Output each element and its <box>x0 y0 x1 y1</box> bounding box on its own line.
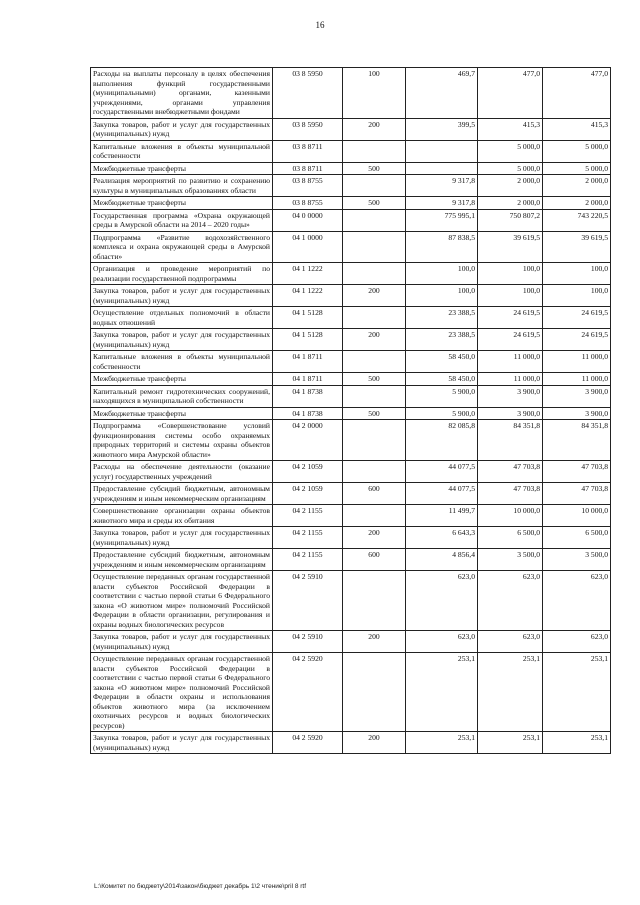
row-amount-2015-cell: 5 900,0 <box>406 407 478 420</box>
row-amount-2015-cell: 9 317,8 <box>406 197 478 210</box>
row-amount-2016-cell: 623,0 <box>478 631 543 653</box>
row-name-cell: Совершенствование организации охраны объектов животного мира и среды их обитания <box>91 505 273 527</box>
row-amount-2015-cell: 623,0 <box>406 631 478 653</box>
row-expense-type-cell <box>343 231 406 263</box>
row-name-cell: Межбюджетные трансферты <box>91 162 273 175</box>
row-amount-2016-cell: 10 000,0 <box>478 505 543 527</box>
row-amount-2017-cell: 623,0 <box>543 571 611 631</box>
row-amount-2015-cell: 253,1 <box>406 653 478 732</box>
row-name-cell: Закупка товаров, работ и услуг для государственных (муниципальных) нужд <box>91 329 273 351</box>
row-amount-2016-cell: 5 000,0 <box>478 140 543 162</box>
row-amount-2015-cell: 5 900,0 <box>406 385 478 407</box>
row-code-cell: 03 8 8711 <box>273 162 343 175</box>
table-row <box>91 231 611 263</box>
row-expense-type-cell: 200 <box>343 329 406 351</box>
row-expense-type-cell: 600 <box>343 549 406 571</box>
row-amount-2015-cell: 11 499,7 <box>406 505 478 527</box>
row-amount-2015-cell: 253,1 <box>406 732 478 754</box>
row-amount-2017-cell: 415,3 <box>543 118 611 140</box>
row-amount-2015-cell: 44 077,5 <box>406 461 478 483</box>
row-name-cell: Закупка товаров, работ и услуг для государственных (муниципальных) нужд <box>91 732 273 754</box>
row-code-cell: 04 1 0000 <box>273 231 343 263</box>
row-code-cell: 03 8 5950 <box>273 68 343 119</box>
row-expense-type-cell <box>343 461 406 483</box>
row-expense-type-cell <box>343 175 406 197</box>
row-code-cell: 04 1 8738 <box>273 385 343 407</box>
row-amount-2016-cell: 11 000,0 <box>478 373 543 386</box>
row-code-cell: 04 1 5128 <box>273 329 343 351</box>
row-amount-2016-cell: 6 500,0 <box>478 527 543 549</box>
row-amount-2015-cell: 469,7 <box>406 68 478 119</box>
row-expense-type-cell: 500 <box>343 407 406 420</box>
row-expense-type-cell <box>343 653 406 732</box>
row-code-cell: 04 1 1222 <box>273 285 343 307</box>
table-row <box>91 162 611 175</box>
row-expense-type-cell <box>343 209 406 231</box>
row-name-cell: Межбюджетные трансферты <box>91 373 273 386</box>
row-amount-2017-cell: 39 619,5 <box>543 231 611 263</box>
row-name-cell: Закупка товаров, работ и услуг для государственных (муниципальных) нужд <box>91 631 273 653</box>
row-amount-2017-cell: 743 220,5 <box>543 209 611 231</box>
row-name-cell: Организация и проведение мероприятий по реализации государственной подпрограммы <box>91 263 273 285</box>
table-row <box>91 329 611 351</box>
row-amount-2017-cell: 11 000,0 <box>543 373 611 386</box>
row-expense-type-cell: 200 <box>343 527 406 549</box>
row-amount-2016-cell: 24 619,5 <box>478 329 543 351</box>
row-amount-2016-cell: 415,3 <box>478 118 543 140</box>
row-name-cell: Предоставление субсидий бюджетным, автономным учреждениям и иным некоммерческим организациям <box>91 549 273 571</box>
row-amount-2015-cell: 87 838,5 <box>406 231 478 263</box>
row-amount-2017-cell: 47 703,8 <box>543 461 611 483</box>
file-path-footer: L:\Комитет по бюджету\2014\закон\бюджет декабрь 1\2 чтение\pril 8 rtf <box>94 883 307 890</box>
table-row <box>91 420 611 461</box>
row-amount-2016-cell: 5 000,0 <box>478 162 543 175</box>
row-name-cell: Межбюджетные трансферты <box>91 197 273 210</box>
row-code-cell: 04 1 8738 <box>273 407 343 420</box>
row-amount-2015-cell: 100,0 <box>406 263 478 285</box>
row-amount-2015-cell: 9 317,8 <box>406 175 478 197</box>
row-amount-2016-cell: 24 619,5 <box>478 307 543 329</box>
row-expense-type-cell: 500 <box>343 373 406 386</box>
row-amount-2017-cell: 2 000,0 <box>543 197 611 210</box>
row-amount-2015-cell: 399,5 <box>406 118 478 140</box>
table-row <box>91 285 611 307</box>
table-row <box>91 373 611 386</box>
row-expense-type-cell: 200 <box>343 732 406 754</box>
row-amount-2016-cell: 477,0 <box>478 68 543 119</box>
row-code-cell: 04 1 1222 <box>273 263 343 285</box>
row-code-cell: 04 2 1155 <box>273 549 343 571</box>
row-name-cell: Государственная программа «Охрана окружающей среды в Амурской области на 2014 – 2020 годы» <box>91 209 273 231</box>
row-code-cell: 03 8 8755 <box>273 197 343 210</box>
row-name-cell: Реализация мероприятий по развитию и сохранению культуры в муниципальных образованиях области <box>91 175 273 197</box>
row-amount-2015-cell: 100,0 <box>406 285 478 307</box>
row-amount-2015-cell: 58 450,0 <box>406 373 478 386</box>
row-expense-type-cell <box>343 571 406 631</box>
row-amount-2017-cell: 47 703,8 <box>543 483 611 505</box>
row-code-cell: 04 2 5910 <box>273 571 343 631</box>
row-code-cell: 04 2 5920 <box>273 653 343 732</box>
row-code-cell: 04 2 1155 <box>273 505 343 527</box>
table-row <box>91 385 611 407</box>
table-row <box>91 631 611 653</box>
row-amount-2017-cell: 10 000,0 <box>543 505 611 527</box>
row-amount-2016-cell: 3 900,0 <box>478 407 543 420</box>
row-amount-2017-cell: 2 000,0 <box>543 175 611 197</box>
row-amount-2017-cell: 253,1 <box>543 653 611 732</box>
row-amount-2015-cell <box>406 140 478 162</box>
row-amount-2016-cell: 623,0 <box>478 571 543 631</box>
row-name-cell: Расходы на выплаты персоналу в целях обеспечения выполнения функций государственными (муниципальными) органами, казенными учреждениями, органами управления государственными внебюджетными фондами <box>91 68 273 119</box>
row-name-cell: Предоставление субсидий бюджетным, автономным учреждениям и иным некоммерческим организациям <box>91 483 273 505</box>
row-expense-type-cell: 600 <box>343 483 406 505</box>
row-name-cell: Закупка товаров, работ и услуг для государственных (муниципальных) нужд <box>91 118 273 140</box>
budget-table <box>90 67 611 754</box>
row-code-cell: 04 2 1059 <box>273 483 343 505</box>
row-amount-2017-cell: 3 500,0 <box>543 549 611 571</box>
table-row <box>91 197 611 210</box>
table-row <box>91 505 611 527</box>
row-amount-2015-cell: 82 085,8 <box>406 420 478 461</box>
row-expense-type-cell <box>343 140 406 162</box>
table-row <box>91 571 611 631</box>
row-expense-type-cell <box>343 351 406 373</box>
row-amount-2015-cell: 6 643,3 <box>406 527 478 549</box>
table-row <box>91 209 611 231</box>
row-name-cell: Подпрограмма «Совершенствование условий функционирования системы особо охраняемых природных территорий и системы охраны объектов животного мира Амурской области» <box>91 420 273 461</box>
row-code-cell: 04 2 1059 <box>273 461 343 483</box>
row-amount-2015-cell: 23 388,5 <box>406 329 478 351</box>
row-amount-2015-cell <box>406 162 478 175</box>
row-code-cell: 04 1 8711 <box>273 373 343 386</box>
row-amount-2016-cell: 3 900,0 <box>478 385 543 407</box>
row-code-cell: 04 1 5128 <box>273 307 343 329</box>
row-name-cell: Межбюджетные трансферты <box>91 407 273 420</box>
row-amount-2016-cell: 2 000,0 <box>478 175 543 197</box>
table-row <box>91 483 611 505</box>
row-code-cell: 04 2 0000 <box>273 420 343 461</box>
row-expense-type-cell: 100 <box>343 68 406 119</box>
row-amount-2016-cell: 11 000,0 <box>478 351 543 373</box>
row-amount-2016-cell: 253,1 <box>478 732 543 754</box>
row-name-cell: Закупка товаров, работ и услуг для государственных (муниципальных) нужд <box>91 285 273 307</box>
row-amount-2016-cell: 47 703,8 <box>478 483 543 505</box>
row-amount-2015-cell: 623,0 <box>406 571 478 631</box>
row-name-cell: Закупка товаров, работ и услуг для государственных (муниципальных) нужд <box>91 527 273 549</box>
row-code-cell: 04 2 5910 <box>273 631 343 653</box>
row-expense-type-cell <box>343 385 406 407</box>
row-amount-2016-cell: 2 000,0 <box>478 197 543 210</box>
table-row <box>91 140 611 162</box>
row-expense-type-cell <box>343 263 406 285</box>
row-amount-2016-cell: 3 500,0 <box>478 549 543 571</box>
row-code-cell: 04 2 1155 <box>273 527 343 549</box>
row-amount-2015-cell: 44 077,5 <box>406 483 478 505</box>
table-row <box>91 732 611 754</box>
row-amount-2017-cell: 24 619,5 <box>543 307 611 329</box>
table-row <box>91 175 611 197</box>
table-row <box>91 307 611 329</box>
row-name-cell: Осуществление переданных органам государственной власти субъектов Российской Федерации в соответствии с частью первой статьи 6 Федерального закона «О животном мире» полномочий Российской Федерации в области охраны и использования объектов животного мира (за исключением охотничьих ресурсов и водных биологических ресурсов) <box>91 653 273 732</box>
row-amount-2017-cell: 100,0 <box>543 285 611 307</box>
table-row <box>91 407 611 420</box>
row-expense-type-cell: 500 <box>343 197 406 210</box>
row-amount-2016-cell: 100,0 <box>478 285 543 307</box>
row-amount-2015-cell: 58 450,0 <box>406 351 478 373</box>
table-row <box>91 263 611 285</box>
table-row <box>91 549 611 571</box>
row-code-cell: 04 2 5920 <box>273 732 343 754</box>
table-row <box>91 653 611 732</box>
row-name-cell: Подпрограмма «Развитие водохозяйственного комплекса и охрана окружающей среды в Амурской области» <box>91 231 273 263</box>
row-amount-2015-cell: 23 388,5 <box>406 307 478 329</box>
row-expense-type-cell: 500 <box>343 162 406 175</box>
row-code-cell: 03 8 8755 <box>273 175 343 197</box>
table-row <box>91 118 611 140</box>
row-code-cell: 04 1 8711 <box>273 351 343 373</box>
row-code-cell: 04 0 0000 <box>273 209 343 231</box>
row-amount-2017-cell: 24 619,5 <box>543 329 611 351</box>
row-amount-2016-cell: 100,0 <box>478 263 543 285</box>
row-amount-2017-cell: 100,0 <box>543 263 611 285</box>
row-amount-2016-cell: 39 619,5 <box>478 231 543 263</box>
row-amount-2015-cell: 775 995,1 <box>406 209 478 231</box>
row-amount-2017-cell: 84 351,8 <box>543 420 611 461</box>
row-name-cell: Осуществление отдельных полномочий в области водных отношений <box>91 307 273 329</box>
row-amount-2017-cell: 253,1 <box>543 732 611 754</box>
row-amount-2015-cell: 4 856,4 <box>406 549 478 571</box>
row-amount-2016-cell: 84 351,8 <box>478 420 543 461</box>
row-amount-2016-cell: 253,1 <box>478 653 543 732</box>
row-amount-2017-cell: 11 000,0 <box>543 351 611 373</box>
row-expense-type-cell <box>343 307 406 329</box>
row-expense-type-cell: 200 <box>343 285 406 307</box>
row-amount-2017-cell: 477,0 <box>543 68 611 119</box>
row-code-cell: 03 8 5950 <box>273 118 343 140</box>
row-name-cell: Капитальный ремонт гидротехнических сооружений, находящихся в муниципальной собственности <box>91 385 273 407</box>
row-name-cell: Расходы на обеспечение деятельности (оказание услуг) государственных учреждений <box>91 461 273 483</box>
row-expense-type-cell: 200 <box>343 118 406 140</box>
row-amount-2017-cell: 3 900,0 <box>543 407 611 420</box>
row-amount-2017-cell: 5 000,0 <box>543 162 611 175</box>
table-row <box>91 527 611 549</box>
row-name-cell: Капитальные вложения в объекты муниципальной собственности <box>91 351 273 373</box>
page-number: 16 <box>315 20 325 30</box>
row-expense-type-cell <box>343 420 406 461</box>
budget-table-body <box>91 68 611 754</box>
row-amount-2016-cell: 750 807,2 <box>478 209 543 231</box>
row-code-cell: 03 8 8711 <box>273 140 343 162</box>
row-name-cell: Капитальные вложения в объекты муниципальной собственности <box>91 140 273 162</box>
row-amount-2017-cell: 5 000,0 <box>543 140 611 162</box>
row-expense-type-cell <box>343 505 406 527</box>
row-amount-2017-cell: 6 500,0 <box>543 527 611 549</box>
row-name-cell: Осуществление переданных органам государственной власти субъектов Российской Федерации в соответствии с частью первой статьи 6 Федерального закона «О животном мире» полномочий Российской Федерации в области организации, регулирования и охраны водных биологических ресурсов <box>91 571 273 631</box>
row-amount-2016-cell: 47 703,8 <box>478 461 543 483</box>
row-amount-2017-cell: 3 900,0 <box>543 385 611 407</box>
table-row <box>91 461 611 483</box>
table-row <box>91 351 611 373</box>
row-amount-2017-cell: 623,0 <box>543 631 611 653</box>
row-expense-type-cell: 200 <box>343 631 406 653</box>
table-row <box>91 68 611 119</box>
